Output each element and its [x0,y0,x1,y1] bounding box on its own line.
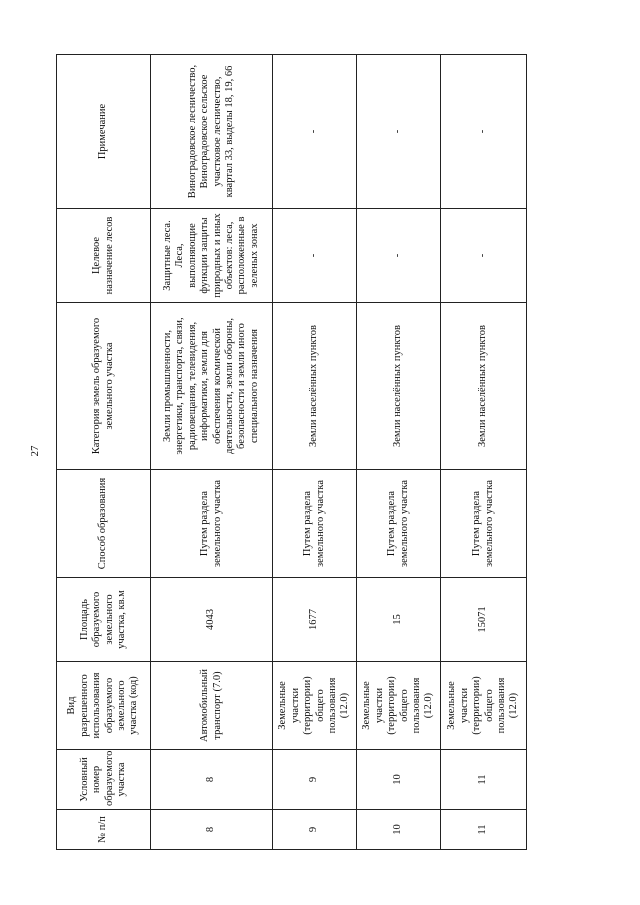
header-no: № п/п [57,810,151,850]
cell-area: 4043 [151,578,273,662]
cell-area: 1677 [273,578,357,662]
cell-formation-method: Путем раздела земельного участка [357,470,441,578]
cell-land-category: Земли населённых пунктов [357,303,441,470]
header-plot-number: Условный номер образуемого участка [57,750,151,810]
cell-no: 9 [273,810,357,850]
cell-no: 10 [357,810,441,850]
cell-area: 15071 [441,578,527,662]
cell-formation-method: Путем раздела земельного участка [151,470,273,578]
cell-land-category: Земли населённых пунктов [441,303,527,470]
table-header-row [57,55,151,850]
cell-note: Виноградовское лесничество, Виноградовское сельское участковое лесничество, квартал 33, выделы 18, 19, 66 [151,55,273,209]
cell-land-category: Земли населённых пунктов [273,303,357,470]
header-forest-purpose: Целевое назначение лесов [57,209,151,303]
header-permitted-use: Вид разрешенного использования образуемого земельного участка (код) [57,662,151,750]
land-plots-table [56,54,527,850]
cell-permitted-use: Земельные участки (территории) общего пользования (12.0) [357,662,441,750]
cell-plot-number: 8 [151,750,273,810]
cell-land-category: Земли промышленности, энергетики, транспорта, связи, радиовещания, телевидения, информатики, земли для обеспечения космической деятельности, земли обороны, безопасности и земли иного специального назначения [151,303,273,470]
cell-plot-number: 10 [357,750,441,810]
rotated-table-container [56,55,526,850]
table-row [441,55,527,850]
cell-no: 8 [151,810,273,850]
cell-no: 11 [441,810,527,850]
table-row [151,55,273,850]
cell-plot-number: 9 [273,750,357,810]
cell-formation-method: Путем раздела земельного участка [273,470,357,578]
header-land-category: Категория земель образуемого земельного участка [57,303,151,470]
cell-permitted-use: Земельные участки (территории) общего пользования (12.0) [441,662,527,750]
cell-note: - [273,55,357,209]
cell-forest-purpose: - [273,209,357,303]
cell-note: - [441,55,527,209]
cell-permitted-use: Земельные участки (территории) общего пользования (12.0) [273,662,357,750]
page-number: 27 [29,445,41,457]
table-row [273,55,357,850]
cell-forest-purpose: - [357,209,441,303]
header-area: Площадь образуемого земельного участка, кв.м [57,578,151,662]
header-formation-method: Способ образования [57,470,151,578]
cell-forest-purpose: Защитные леса. Леса, выполняющие функции защиты природных и иных объектов: леса, расположенные в зеленых зонах [151,209,273,303]
cell-area: 15 [357,578,441,662]
cell-forest-purpose: - [441,209,527,303]
cell-formation-method: Путем раздела земельного участка [441,470,527,578]
table-row [357,55,441,850]
cell-note: - [357,55,441,209]
cell-permitted-use: Автомобильный транспорт (7.0) [151,662,273,750]
cell-plot-number: 11 [441,750,527,810]
header-note: Примечание [57,55,151,209]
